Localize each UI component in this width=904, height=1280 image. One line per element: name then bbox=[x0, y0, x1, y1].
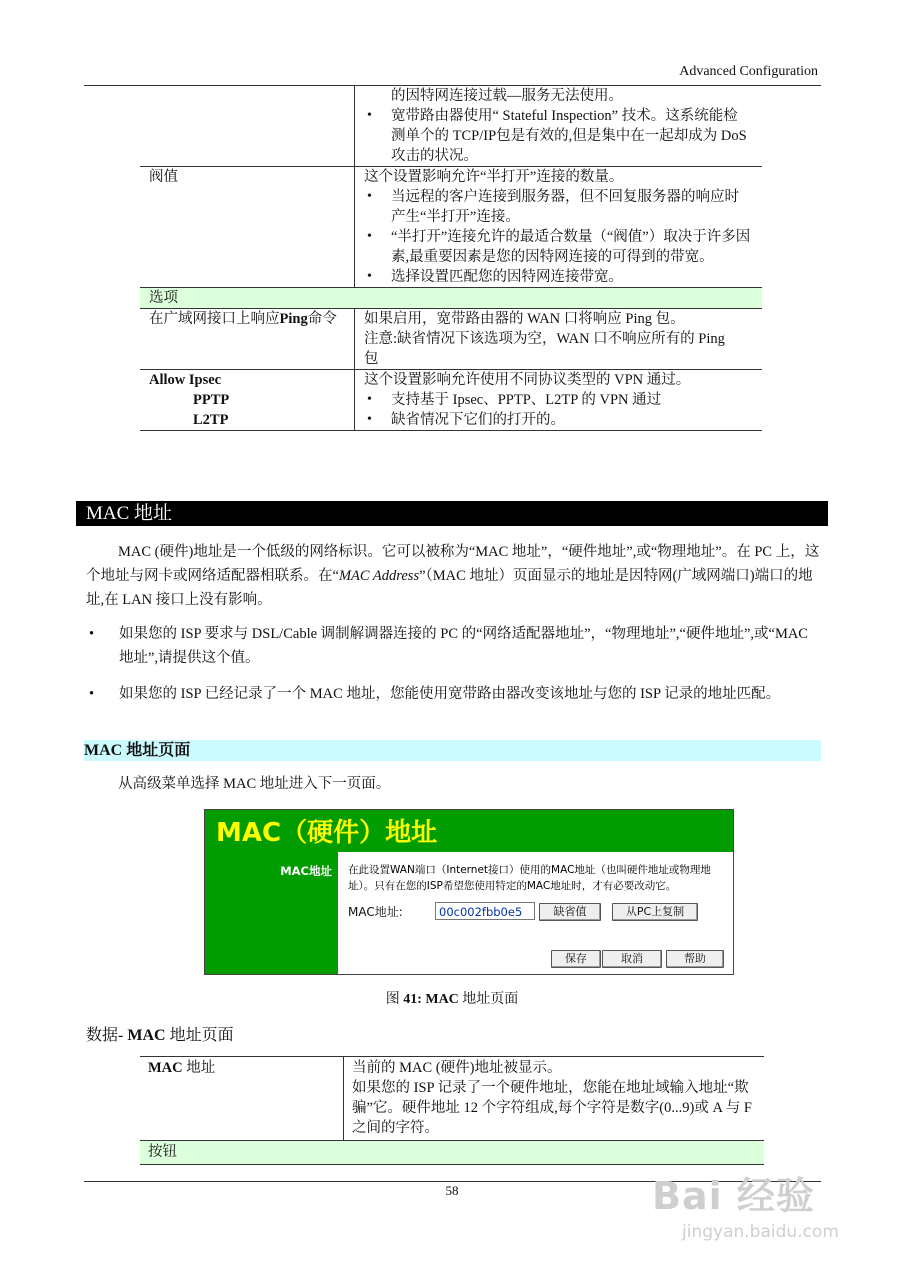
screenshot-description: 在此设置WAN端口（Internet接口）使用的MAC地址（也叫硬件地址或物理地址）。只有在您的ISP希望您使用特定的MAC地址时，才有必要改动它。 bbox=[348, 864, 711, 892]
list-item: • 选择设置匹配您的因特网连接带宽。 bbox=[391, 267, 751, 287]
default-button[interactable]: 缺省值 bbox=[539, 903, 601, 921]
mac-field-label: MAC地址: bbox=[348, 905, 403, 919]
figure-caption: 图 41: MAC 地址页面 bbox=[385, 992, 519, 1007]
bullet-item: • 如果您的 ISP 已经记录了一个 MAC 地址，您能使用宽带路由器改变该地址与您的 ISP 记录的地址匹配。 bbox=[89, 686, 781, 702]
list-item: • 当远程的客户连接到服务器，但不回复服务器的响应时产生“半打开”连接。 bbox=[391, 187, 751, 227]
table-row: MAC 地址 当前的 MAC (硬件)地址被显示。 如果您的 ISP 记录了一个硬件地址，您能在地址域输入地址“欺骗”它。硬件地址 12 个字符组成,每个字符是数字(0...9)或 A 与 F 之间的字符。 bbox=[140, 1057, 764, 1141]
watermark-logo: Bai 经验 bbox=[652, 1174, 815, 1218]
sidebar-label: MAC地址 bbox=[280, 864, 332, 878]
list-item: • “半打开”连接允许的最适合数量（“阀值”）取决于许多因素,最重要因素是您的因特网连接的可得到的带宽。 bbox=[391, 227, 751, 267]
list-item: • 宽带路由器使用“ Stateful Inspection” 技术。这系统能检测单个的 TCP/IP包是有效的,但是集中在一起却成为 DoS 攻击的状况。 bbox=[391, 106, 751, 166]
running-header: Advanced Configuration bbox=[679, 64, 818, 79]
save-button[interactable]: 保存 bbox=[551, 950, 601, 968]
section-paragraph: MAC (硬件)地址是一个低级的网络标识。它可以被称为“MAC 地址”，“硬件地址”,或“物理地址”。在 PC 上，这个地址与网卡或网络适配器相联系。在“MAC Address”（MAC 地址）页面显示的地址是因特网(广域网端口)端口的地址,在 LAN 接口上没有影响。 bbox=[86, 544, 820, 608]
table-row bbox=[140, 86, 762, 167]
table-cell-desc: 的因特网连接过载—服务无法使用。 • 宽带路由器使用“ Stateful Inspection” 技术。这系统能检测单个的 TCP/IP包是有效的,但是集中在一起却成为 DoS 攻击的状况。 bbox=[355, 86, 763, 167]
bullet-item: • 如果您的 ISP 要求与 DSL/Cable 调制解调器连接的 PC 的“网络适配器地址”，“物理地址”,“硬件地址”,或“MAC 地址”,请提供这个值。 bbox=[89, 626, 808, 666]
mac-address-input[interactable]: 00c002fbb0e5 bbox=[435, 902, 535, 920]
watermark-url: jingyan.baidu.com bbox=[682, 1222, 839, 1242]
table-row-vpn: Allow Ipsec PPTP L2TP 这个设置影响允许使用不同协议类型的 VPN 通过。 • 支持基于 Ipsec、PPTP、L2TP 的 VPN 通过 • 缺省情况下它们的打开的。 bbox=[140, 370, 762, 431]
row-label: MAC 地址 bbox=[140, 1057, 344, 1141]
data-heading: 数据- MAC 地址页面 bbox=[86, 1027, 234, 1044]
screenshot-banner: MAC（硬件）地址 bbox=[205, 810, 733, 852]
section-heading: MAC 地址 bbox=[76, 501, 828, 526]
screenshot-sidebar bbox=[205, 852, 338, 974]
row-label: 在广域网接口上响应Ping命令 bbox=[140, 309, 355, 370]
options-band: 选项 bbox=[140, 288, 762, 309]
list-item: • 支持基于 Ipsec、PPTP、L2TP 的 VPN 通过 bbox=[391, 390, 762, 410]
page-number: 58 bbox=[445, 1183, 459, 1198]
row-label: 阀值 bbox=[140, 167, 355, 288]
baidu-watermark bbox=[652, 1140, 842, 1255]
router-screenshot bbox=[204, 809, 734, 975]
table-row-ping: 在广域网接口上响应Ping命令 如果启用，宽带路由器的 WAN 口将响应 Ping 包。 注意:缺省情况下该选项为空，WAN 口不响应所有的 Ping 包 bbox=[140, 309, 762, 370]
copy-from-pc-button[interactable]: 从PC上复制 bbox=[612, 903, 698, 921]
subsection-intro: 从高级菜单选择 MAC 地址进入下一页面。 bbox=[118, 776, 391, 792]
buttons-band: 按钮 bbox=[140, 1141, 764, 1165]
help-button[interactable]: 帮助 bbox=[666, 950, 724, 968]
settings-table bbox=[140, 86, 762, 431]
list-item: • 缺省情况下它们的打开的。 bbox=[391, 410, 762, 430]
cancel-button[interactable]: 取消 bbox=[602, 950, 662, 968]
table-row-threshold: 阀值 这个设置影响允许“半打开”连接的数量。 • 当远程的客户连接到服务器，但不回复服务器的响应时产生“半打开”连接。 • “半打开”连接允许的最适合数量（“阀值”）取决于许多因素,最重要因素是您的因特网连接的可得到的带宽。 • 选择设置匹配您的因特网连接带宽。 bbox=[140, 167, 762, 288]
row-label: Allow Ipsec PPTP L2TP bbox=[140, 370, 355, 431]
subsection-heading: MAC 地址页面 bbox=[84, 740, 821, 761]
